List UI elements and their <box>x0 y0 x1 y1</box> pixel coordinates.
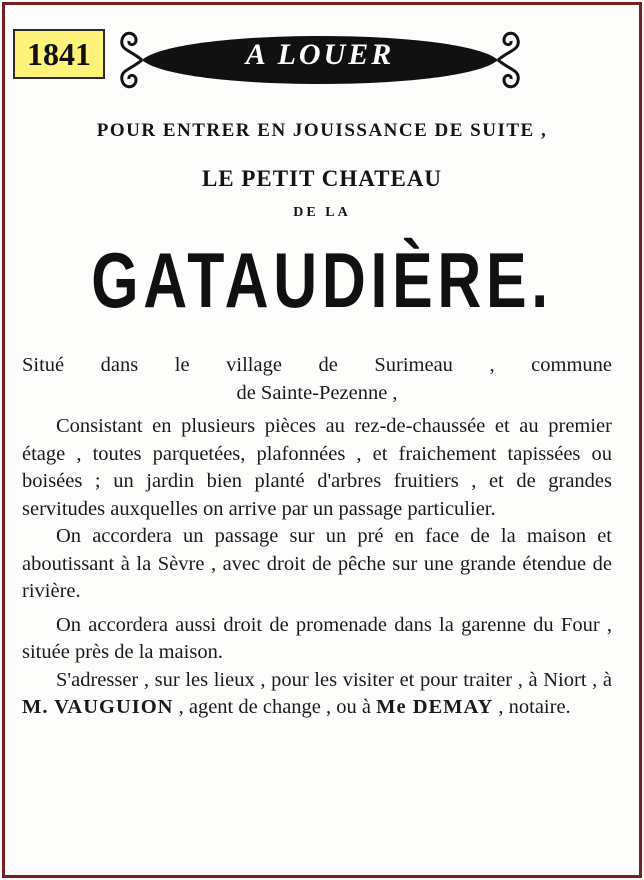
contact-paragraph <box>22 667 612 722</box>
header-line-chateau: LE PETIT CHATEAU <box>201 166 443 191</box>
header-line-jouissance: POUR ENTRER EN JOUISSANCE DE SUITE , <box>96 120 548 141</box>
location-paragraph <box>22 352 612 407</box>
advertisement-body <box>22 352 612 722</box>
description-paragraph: Consistant en plusieurs pièces au rez-de-chaussée et au premier étage , toutes parquetées, plafonnées , et fraichement tapissées ou boisées ; un jardin bien planté d'arbres fruitiers , et de grandes servitudes auxquelles on arrive par un passage particulier. <box>22 415 612 520</box>
agent-name-vauguion: M. VAUGUION <box>22 696 174 718</box>
location-line-1: Situé dans le village de Surimeau , commune <box>22 354 612 376</box>
contact-text-1: S'adresser , sur les lieux , pour les visiter et pour traiter , à Niort , à <box>56 668 612 691</box>
contact-text-2: , agent de change , ou à <box>173 696 377 718</box>
banner-title: A LOUER <box>245 38 395 71</box>
promenade-paragraph: On accordera aussi droit de promenade dans la garenne du Four , située près de la maison. <box>22 613 612 663</box>
year-label: 1841 <box>27 35 91 72</box>
property-name: GATAUDIÈRE <box>91 236 532 324</box>
property-title-period: . <box>531 236 553 324</box>
year-badge <box>13 29 105 79</box>
location-line-2: de Sainte-Pezenne , <box>236 381 398 404</box>
header-line-de-la: DE LA <box>293 205 351 220</box>
notary-name-demay: Me DEMAY <box>376 696 494 718</box>
passage-paragraph: On accordera un passage sur un pré en face de la maison et aboutissant à la Sèvre , avec droit de pêche sur une grande étendue de rivière. <box>22 525 612 602</box>
property-title <box>71 235 573 326</box>
contact-text-3: , notaire. <box>493 696 571 718</box>
